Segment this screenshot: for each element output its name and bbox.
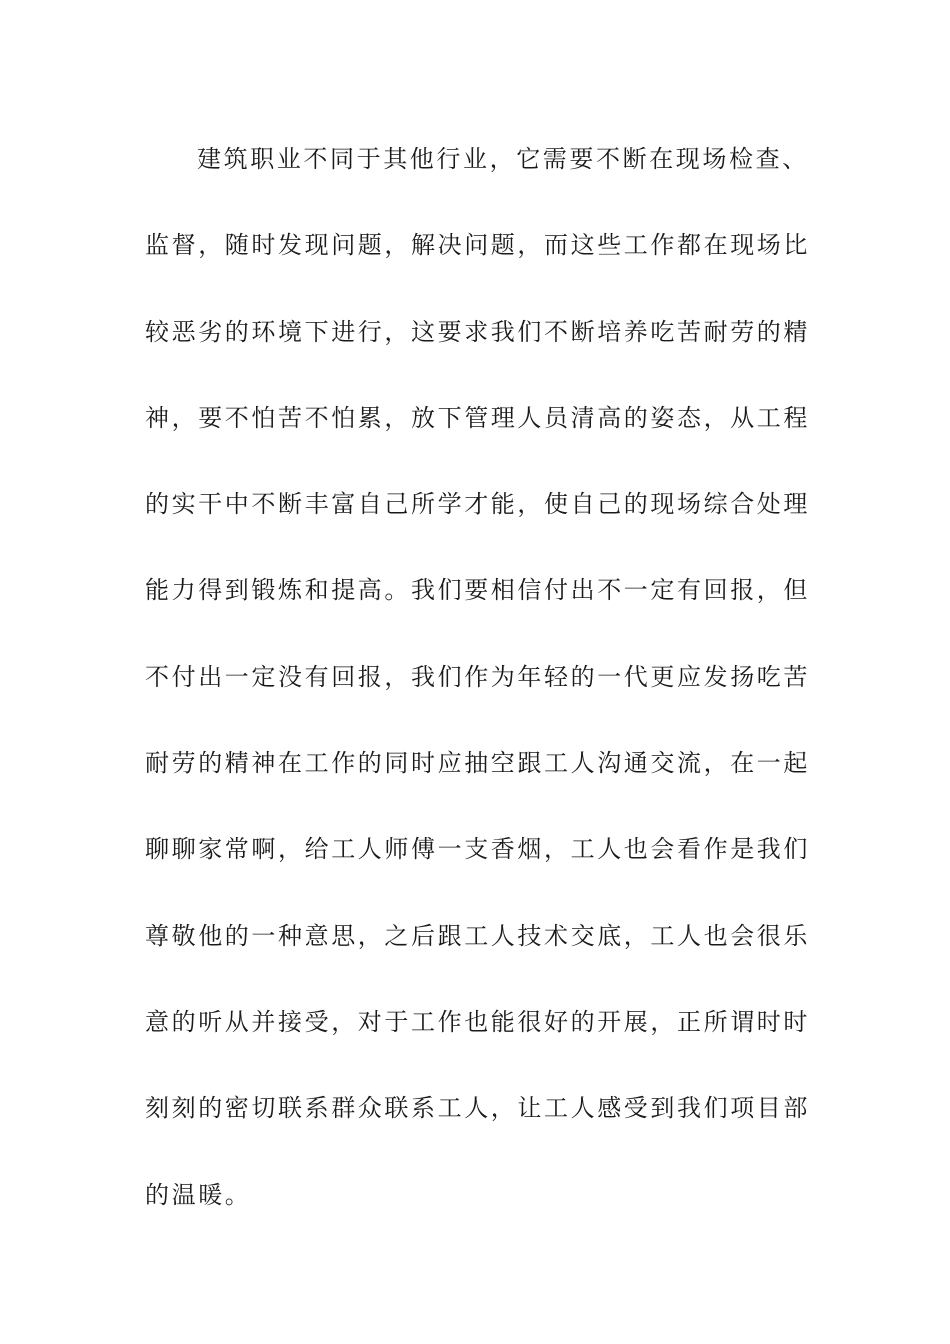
paragraph-line: 较恶劣的环境下进行，这要求我们不断培养吃苦耐劳的精 — [145, 317, 810, 346]
paragraph-line: 的温暖。 — [145, 1180, 252, 1209]
paragraph-line: 能力得到锻炼和提高。我们要相信付出不一定有回报，但 — [145, 576, 810, 605]
paragraph-line: 意的听从并接受，对于工作也能很好的开展，正所谓时时 — [145, 1007, 810, 1036]
paragraph-line: 刻刻的密切联系群众联系工人，让工人感受到我们项目部 — [145, 1094, 810, 1123]
body-paragraph — [145, 134, 815, 1256]
paragraph-line: 建筑职业不同于其他行业，它需要不断在现场检查、 — [197, 145, 809, 173]
paragraph-line: 的实干中不断丰富自己所学才能，使自己的现场综合处理 — [145, 490, 810, 519]
paragraph-line: 耐劳的精神在工作的同时应抽空跟工人沟通交流，在一起 — [145, 749, 810, 778]
paragraph-line: 神，要不怕苦不怕累，放下管理人员清高的姿态，从工程 — [145, 403, 810, 432]
paragraph-line: 不付出一定没有回报，我们作为年轻的一代更应发扬吃苦 — [145, 662, 810, 691]
paragraph-line: 聊聊家常啊，给工人师傅一支香烟，工人也会看作是我们 — [145, 835, 810, 864]
paragraph-line: 监督，随时发现问题，解决问题，而这些工作都在现场比 — [145, 231, 810, 260]
paragraph-line: 尊敬他的一种意思，之后跟工人技术交底，工人也会很乐 — [145, 921, 810, 950]
